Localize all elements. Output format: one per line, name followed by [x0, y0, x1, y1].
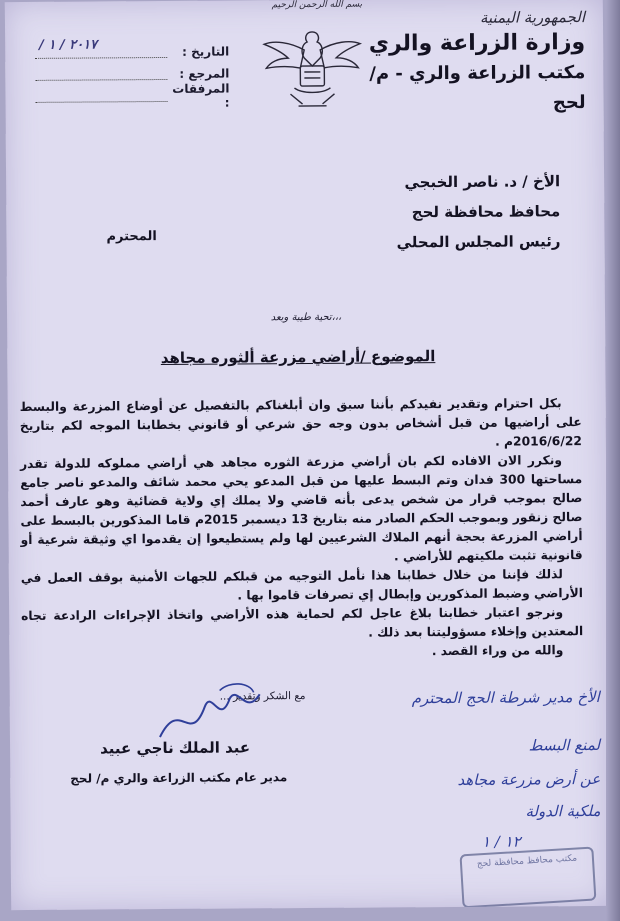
date-line [35, 36, 167, 58]
attachments-line [35, 90, 167, 102]
reference-label: المرجع : [179, 66, 230, 81]
body-paragraph: لذلك فإننا من خلال خطابنا هذا نأمل التوجيه من قبلكم للجهات الأمنية بوقف العمل في الأراضي وضبط المذكورين وإبطال إي تصرفات قاموا بها . [20, 567, 584, 603]
body-paragraph: والله من وراء القصد . [431, 643, 564, 659]
body-paragraph: ونرجو اعتبار خطابنا بلاغ عاجل لكم لحماية هذه الأراضي واتخاذ الإجراءات الرادعة تجاه المعتدين وإخلاء مسؤوليتنا بعد ذلك . [21, 605, 584, 640]
stamp-text: مكتب محافظ محافظة لحج [476, 853, 578, 870]
handwritten-line: ملكية الدولة [525, 801, 601, 821]
body-paragraph: ونكرر الان الافاده لكم بان أراضي مزرعة الثوره مجاهد هي أراضي مملوكه للدولة تقدر مساحتها 300 فدان وتم البسط عليها من قبل المدعو يحي محمد شائف والمدعو ناصر جامع صالح بموجب قرار من شخص يدعى بأنه قاضي ولا يملك إي ولاية قضائية وهو عارف أحمد صالح زنقور وبموجب الحكم الصادر منه بتاريخ 13 ديسمبر 2015م قاما المذكورين بالبسط على أراضي المزرعة بحجة أنهم الملاك الشرعيين لها ولم يستطيعوا إن يقدموا اي وثيقة شرعية أو قانونية تثبت ملكيتهم للأراضي . [20, 453, 583, 564]
attachments-row [29, 81, 230, 110]
subject-line: الموضوع /أراضي مزرعة ألثوره مجاهد [160, 347, 436, 368]
date-row [29, 36, 230, 64]
office-name: مكتب الزراعة والري - م/لحج [369, 62, 586, 114]
handwritten-line: عن أرض مزرعة مجاهد [457, 769, 601, 789]
yemen-eagle-emblem-icon [260, 22, 366, 111]
republic-name: الجمهورية اليمنية [479, 8, 586, 27]
letter-meta [29, 36, 230, 110]
ministry-name: وزارة الزراعة والري [368, 30, 586, 57]
date-value: / ۱ / ۲۰۱۷ [39, 36, 98, 53]
recipient-block [260, 166, 561, 258]
recipient-council: رئيس المجلس المحلي [396, 232, 561, 252]
scan-edge [606, 0, 620, 921]
ministry-header [365, 8, 586, 120]
body-paragraph: بكل احترام وتقدير نفيدكم بأننا سبق وان أبلغناكم بالتفصيل عن أوضاع المزرعة والبسط على أراضيها من قبل أشخاص بدون وجه حق شرعي أو قانوني بخطابنا الموجه لكم بتاريخ 2016/6/22م . [19, 396, 582, 449]
signer-name: عبد الملك ناجي عبيد [99, 738, 251, 758]
recipient-title: محافظ محافظة لحج [411, 202, 561, 222]
handwritten-line: لمنع البسط [528, 735, 601, 755]
letter-paper [5, 0, 609, 910]
date-label: التاريخ : [182, 44, 230, 59]
reference-line [35, 68, 167, 80]
respect-word: المحترم [106, 229, 157, 245]
recipient-name: الأخ / د. ناصر الخبجي [404, 172, 561, 192]
thanks-line: مع الشكر وتقدير ... [219, 690, 306, 703]
office-stamp [459, 847, 596, 909]
greeting: تحية طيبة وبعد،،، [270, 311, 342, 324]
basmala: بسم الله الرحمن الرحيم [271, 0, 363, 11]
handwritten-date: ١٢ / ١ [481, 832, 521, 851]
letter-body [20, 394, 584, 664]
attachments-label: المرفقات : [172, 81, 230, 110]
handwritten-line: الأخ مدير شرطة الحج المحترم [411, 687, 600, 708]
signer-title: مدير عام مكتب الزراعة والري م/ لحج [70, 770, 288, 786]
